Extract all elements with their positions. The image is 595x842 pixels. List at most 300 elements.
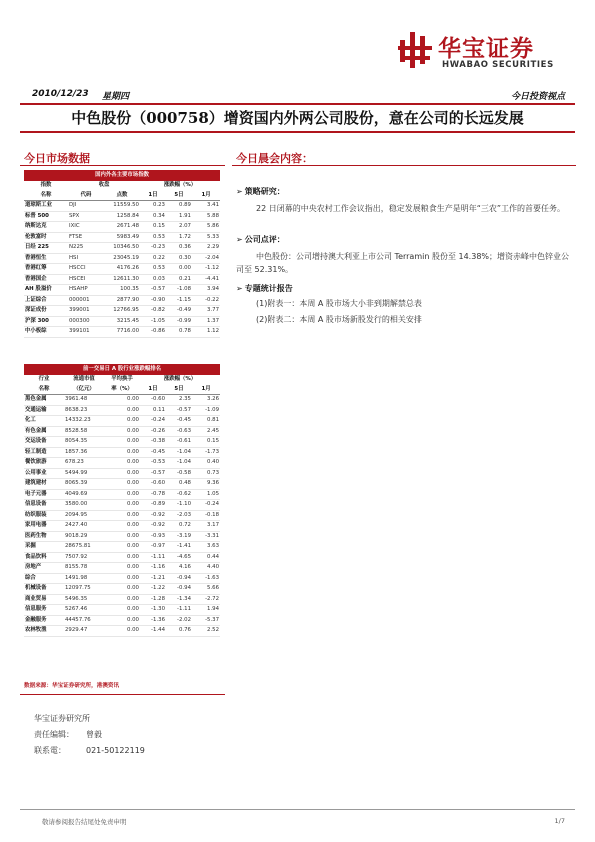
row-change-1d-cell: -0.92	[140, 510, 166, 521]
row-change-1d-cell: 0.03	[140, 274, 166, 285]
row-change-1d-cell: -0.82	[140, 306, 166, 317]
row-name-cell: 香港国企	[24, 274, 68, 285]
column-header: 1日	[140, 191, 166, 201]
row-change-1m-cell: -1.12	[192, 264, 220, 275]
row-value-cell: 0.00	[104, 542, 140, 553]
table-header-row	[24, 181, 220, 191]
row-value-cell: 3215.45	[104, 316, 140, 327]
column-header: 1日	[140, 385, 166, 395]
row-change-1m-cell: 3.26	[192, 395, 220, 406]
row-change-5d-cell: 0.48	[166, 479, 192, 490]
row-value-cell: 0.00	[104, 531, 140, 542]
strategy-heading-text: 策略研究：	[244, 187, 285, 196]
row-change-1d-cell: -1.21	[140, 573, 166, 584]
industry-row	[24, 437, 220, 448]
row-code-cell: 5267.46	[64, 605, 104, 616]
row-name-cell: 采掘	[24, 542, 64, 553]
row-change-5d-cell: -2.03	[166, 510, 192, 521]
row-code-cell: 28675.81	[64, 542, 104, 553]
morning-section-rule	[232, 165, 576, 166]
industry-row	[24, 594, 220, 605]
row-change-1m-cell: -0.18	[192, 510, 220, 521]
row-name-cell: 信息服务	[24, 605, 64, 616]
row-change-1m-cell: 3.94	[192, 285, 220, 296]
row-code-cell: 12097.75	[64, 584, 104, 595]
row-code-cell: 399101	[68, 327, 104, 338]
row-change-5d-cell: -1.11	[166, 605, 192, 616]
row-change-5d-cell: 1.91	[166, 211, 192, 222]
row-change-1d-cell: -0.53	[140, 458, 166, 469]
row-code-cell: 1491.98	[64, 573, 104, 584]
row-name-cell: 香港恒生	[24, 253, 68, 264]
row-change-1m-cell: 5.86	[192, 222, 220, 233]
index-row	[24, 295, 220, 306]
row-value-cell: 7716.00	[104, 327, 140, 338]
special-report-heading-text: 专题统计报告	[244, 284, 293, 293]
row-change-1d-cell: -0.97	[140, 542, 166, 553]
column-header: 收盘	[98, 182, 110, 188]
row-change-1m-cell: 1.12	[192, 327, 220, 338]
row-change-5d-cell: -0.63	[166, 426, 192, 437]
row-change-1d-cell: 0.15	[140, 222, 166, 233]
index-row	[24, 243, 220, 254]
row-name-cell: 道琼斯工业	[24, 201, 68, 212]
special-report-item: (1)附表一：本周 A 股市场大小非到期解禁总表	[256, 299, 422, 308]
bullet-arrow-icon: ➢	[236, 284, 243, 293]
row-value-cell: 11559.50	[104, 201, 140, 212]
row-change-1d-cell: -0.78	[140, 489, 166, 500]
row-name-cell: 有色金属	[24, 426, 64, 437]
row-code-cell: 678.23	[64, 458, 104, 469]
row-value-cell: 12766.95	[104, 306, 140, 317]
row-change-1m-cell: 3.17	[192, 521, 220, 532]
row-change-1m-cell: -1.09	[192, 405, 220, 416]
row-change-1m-cell: 2.29	[192, 243, 220, 254]
row-code-cell: 3961.48	[64, 395, 104, 406]
row-change-5d-cell: -0.94	[166, 584, 192, 595]
row-change-1d-cell: -0.45	[140, 447, 166, 458]
row-change-5d-cell: -0.61	[166, 437, 192, 448]
row-name-cell: 中小板综	[24, 327, 68, 338]
industry-row	[24, 395, 220, 406]
row-name-cell: 黑色金属	[24, 395, 64, 406]
row-code-cell: DJI	[68, 201, 104, 212]
row-value-cell: 0.00	[104, 594, 140, 605]
row-change-5d-cell: -0.45	[166, 416, 192, 427]
industry-row	[24, 458, 220, 469]
row-change-5d-cell: -4.65	[166, 552, 192, 563]
row-change-1m-cell: 3.41	[192, 201, 220, 212]
company-heading	[236, 234, 285, 245]
column-header: 流通市值	[73, 376, 95, 382]
row-change-5d-cell: -0.49	[166, 306, 192, 317]
column-header: 5日	[166, 385, 192, 395]
column-header: 点数	[104, 191, 140, 201]
row-value-cell: 10346.50	[104, 243, 140, 254]
row-change-1m-cell: 0.73	[192, 468, 220, 479]
row-change-5d-cell: 0.78	[166, 327, 192, 338]
footer-divider	[20, 809, 575, 810]
row-value-cell: 4176.26	[104, 264, 140, 275]
row-name-cell: 交运设备	[24, 437, 64, 448]
column-header: 1月	[192, 191, 220, 201]
row-value-cell: 0.00	[104, 479, 140, 490]
editor-name: 曾毅	[86, 730, 102, 739]
row-change-1m-cell: -0.24	[192, 500, 220, 511]
row-name-cell: 标普 500	[24, 211, 68, 222]
index-row	[24, 222, 220, 233]
row-change-1d-cell: -1.11	[140, 552, 166, 563]
row-name-cell: 商业贸易	[24, 594, 64, 605]
row-value-cell: 0.00	[104, 437, 140, 448]
table-band	[24, 364, 220, 375]
column-header: 名称	[24, 385, 64, 395]
row-name-cell: 交通运输	[24, 405, 64, 416]
industry-row	[24, 447, 220, 458]
row-code-cell: 7507.92	[64, 552, 104, 563]
row-change-5d-cell: 2.35	[166, 395, 192, 406]
row-code-cell: 8528.58	[64, 426, 104, 437]
row-change-1d-cell: -0.24	[140, 416, 166, 427]
row-name-cell: 电子元器	[24, 489, 64, 500]
index-row	[24, 285, 220, 296]
row-code-cell: 000001	[68, 295, 104, 306]
header-divider	[20, 103, 575, 105]
row-value-cell: 0.00	[104, 521, 140, 532]
row-value-cell: 0.00	[104, 447, 140, 458]
industry-row	[24, 552, 220, 563]
row-change-5d-cell: -1.04	[166, 458, 192, 469]
row-change-1d-cell: -1.28	[140, 594, 166, 605]
row-value-cell: 0.00	[104, 563, 140, 574]
index-row	[24, 306, 220, 317]
row-change-5d-cell: -1.04	[166, 447, 192, 458]
row-change-1m-cell: -5.37	[192, 615, 220, 626]
row-code-cell: 9018.29	[64, 531, 104, 542]
row-value-cell: 0.00	[104, 405, 140, 416]
row-name-cell: 日经 225	[24, 243, 68, 254]
row-code-cell: 14332.23	[64, 416, 104, 427]
row-change-1m-cell: -1.63	[192, 573, 220, 584]
industry-row	[24, 573, 220, 584]
index-row	[24, 232, 220, 243]
row-name-cell: 机械设备	[24, 584, 64, 595]
row-name-cell: 建筑建材	[24, 479, 64, 490]
row-change-5d-cell: 0.21	[166, 274, 192, 285]
phone-label: 联系電：	[34, 746, 66, 755]
row-value-cell: 0.00	[104, 416, 140, 427]
row-change-1d-cell: -0.93	[140, 531, 166, 542]
row-change-1d-cell: -1.05	[140, 316, 166, 327]
row-name-cell: 伦敦富时	[24, 232, 68, 243]
report-date: 2010/12/23	[32, 89, 89, 99]
column-header: 1月	[192, 385, 220, 395]
row-value-cell: 1258.84	[104, 211, 140, 222]
industry-row	[24, 521, 220, 532]
row-name-cell: 上证综合	[24, 295, 68, 306]
row-change-1m-cell: 2.45	[192, 426, 220, 437]
row-change-5d-cell: -0.58	[166, 468, 192, 479]
column-name: 今日投资视点	[510, 92, 565, 102]
row-change-1m-cell: -3.31	[192, 531, 220, 542]
row-change-1m-cell: 5.33	[192, 232, 220, 243]
row-change-1m-cell: 2.52	[192, 626, 220, 637]
row-value-cell: 2877.90	[104, 295, 140, 306]
row-name-cell: 金融服务	[24, 615, 64, 626]
row-code-cell: 000300	[68, 316, 104, 327]
data-source-note: 数据来源：华宝证券研究所，港澳资讯	[24, 683, 120, 689]
index-row	[24, 274, 220, 285]
row-value-cell: 0.00	[104, 573, 140, 584]
row-change-1d-cell: 0.53	[140, 264, 166, 275]
row-change-1d-cell: -1.36	[140, 615, 166, 626]
industry-row	[24, 605, 220, 616]
row-value-cell: 100.35	[104, 285, 140, 296]
row-change-1d-cell: 0.22	[140, 253, 166, 264]
industry-row	[24, 626, 220, 637]
logo-name-cn: 华宝证券	[438, 36, 534, 62]
phone-line	[34, 745, 145, 756]
row-change-1m-cell: -4.41	[192, 274, 220, 285]
row-name-cell: 沪深 300	[24, 316, 68, 327]
industry-ranking-table	[24, 364, 220, 637]
row-code-cell: HSCEI	[68, 274, 104, 285]
bullet-arrow-icon: ➢	[236, 235, 243, 244]
industry-row	[24, 584, 220, 595]
row-code-cell: FTSE	[68, 232, 104, 243]
industry-row	[24, 531, 220, 542]
row-name-cell: 房地产	[24, 563, 64, 574]
row-change-1d-cell: 0.53	[140, 232, 166, 243]
industry-row	[24, 510, 220, 521]
row-value-cell: 0.00	[104, 395, 140, 406]
row-change-1d-cell: -1.22	[140, 584, 166, 595]
row-change-5d-cell: -1.15	[166, 295, 192, 306]
industry-table-band: 前一交易日 A 股行业涨跌幅排名	[24, 364, 220, 375]
row-value-cell: 0.00	[104, 468, 140, 479]
row-code-cell: 2094.95	[64, 510, 104, 521]
special-report-item: (2)附表二：本周 A 股市场新股发行的相关安排	[256, 315, 422, 324]
row-value-cell: 0.00	[104, 510, 140, 521]
row-change-1m-cell: 0.44	[192, 552, 220, 563]
row-value-cell: 0.00	[104, 605, 140, 616]
row-code-cell: 2427.40	[64, 521, 104, 532]
row-change-1m-cell: 0.40	[192, 458, 220, 469]
report-headline: 中色股份（000758）增资国内外两公司股份，意在公司的长远发展	[71, 109, 524, 127]
column-header: 率（%）	[104, 385, 140, 395]
report-weekday: 星期四	[102, 92, 130, 102]
row-change-1d-cell: -0.90	[140, 295, 166, 306]
row-value-cell: 2671.48	[104, 222, 140, 233]
row-change-1d-cell: -1.44	[140, 626, 166, 637]
row-value-cell: 0.00	[104, 584, 140, 595]
row-change-1m-cell: 0.81	[192, 416, 220, 427]
column-header: 涨跌幅（%）	[163, 376, 197, 382]
disclaimer-note: 敬请参阅报告结尾处免责申明	[42, 818, 127, 826]
row-name-cell: 餐饮旅游	[24, 458, 64, 469]
row-change-1m-cell: -2.04	[192, 253, 220, 264]
logo-name-en: HWABAO SECURITIES	[442, 60, 554, 70]
row-change-5d-cell: -0.62	[166, 489, 192, 500]
institute-name: 华宝证券研究所	[34, 714, 90, 723]
row-change-1m-cell: 1.05	[192, 489, 220, 500]
column-header: 名称	[24, 191, 68, 201]
global-index-table	[24, 170, 220, 338]
industry-row	[24, 479, 220, 490]
row-change-5d-cell: -0.99	[166, 316, 192, 327]
industry-row	[24, 426, 220, 437]
row-change-5d-cell: -1.08	[166, 285, 192, 296]
row-change-1d-cell: -0.86	[140, 327, 166, 338]
row-name-cell: 农林牧渔	[24, 626, 64, 637]
index-row	[24, 201, 220, 212]
row-name-cell: 纺织服装	[24, 510, 64, 521]
column-header: 指数	[40, 182, 52, 188]
row-change-1m-cell: 0.15	[192, 437, 220, 448]
row-change-1m-cell: 1.37	[192, 316, 220, 327]
index-row	[24, 211, 220, 222]
date-bar	[20, 89, 575, 102]
row-change-1d-cell: 0.11	[140, 405, 166, 416]
column-header: 5日	[166, 191, 192, 201]
row-change-5d-cell: 0.72	[166, 521, 192, 532]
row-change-5d-cell: -1.34	[166, 594, 192, 605]
table-subheader-row	[24, 191, 220, 201]
row-change-1d-cell: -0.60	[140, 395, 166, 406]
row-change-1d-cell: -0.38	[140, 437, 166, 448]
row-name-cell: 香港红筹	[24, 264, 68, 275]
table-subheader-row	[24, 385, 220, 395]
row-change-1m-cell: 5.88	[192, 211, 220, 222]
row-change-5d-cell: 0.89	[166, 201, 192, 212]
row-code-cell: HSI	[68, 253, 104, 264]
logo-mark-icon	[398, 30, 432, 70]
bullet-arrow-icon: ➢	[236, 187, 243, 196]
row-change-5d-cell: 0.76	[166, 626, 192, 637]
industry-row	[24, 468, 220, 479]
editor-line	[34, 729, 102, 740]
column-header: 平均换手	[111, 376, 133, 382]
row-code-cell: N225	[68, 243, 104, 254]
editor-label: 责任编辑：	[34, 730, 74, 739]
row-code-cell: 8638.23	[64, 405, 104, 416]
index-row	[24, 264, 220, 275]
industry-row	[24, 542, 220, 553]
row-name-cell: 化工	[24, 416, 64, 427]
special-report-heading	[236, 283, 293, 294]
page-number: 1/7	[554, 817, 565, 825]
table-band	[24, 170, 220, 181]
row-change-1m-cell: 4.40	[192, 563, 220, 574]
row-change-5d-cell: 4.16	[166, 563, 192, 574]
row-code-cell: 5496.35	[64, 594, 104, 605]
row-change-1m-cell: -1.73	[192, 447, 220, 458]
row-value-cell: 0.00	[104, 426, 140, 437]
row-code-cell: HSCCI	[68, 264, 104, 275]
industry-row	[24, 500, 220, 511]
row-change-1d-cell: -0.89	[140, 500, 166, 511]
row-change-1d-cell: -0.92	[140, 521, 166, 532]
row-code-cell: 8054.35	[64, 437, 104, 448]
row-name-cell: 公用事业	[24, 468, 64, 479]
row-code-cell: 44457.76	[64, 615, 104, 626]
row-change-1d-cell: -0.26	[140, 426, 166, 437]
row-value-cell: 0.00	[104, 552, 140, 563]
row-name-cell: 综合	[24, 573, 64, 584]
index-row	[24, 253, 220, 264]
table-header-row	[24, 375, 220, 385]
global-table-band: 国内外各主要市场指数	[24, 170, 220, 181]
row-code-cell: SPX	[68, 211, 104, 222]
column-header: 代码	[68, 191, 104, 201]
row-value-cell: 0.00	[104, 489, 140, 500]
company-paragraph: 中色股份：公司增持澳大利亚上市公司 Terramin 股份至 14.38%；增资赤峰中色锌业公司至 52.31%。	[236, 252, 570, 274]
row-code-cell: 8155.78	[64, 563, 104, 574]
company-logo	[398, 26, 568, 76]
phone-number: 021-50122119	[86, 746, 145, 755]
industry-row	[24, 416, 220, 427]
row-change-1m-cell: 3.63	[192, 542, 220, 553]
row-code-cell: 2929.47	[64, 626, 104, 637]
industry-row	[24, 489, 220, 500]
row-value-cell: 12611.30	[104, 274, 140, 285]
strategy-paragraph: 22 日闭幕的中央农村工作会议指出，稳定发展粮食生产是明年“三农”工作的首要任务。	[256, 204, 566, 213]
row-change-1d-cell: 0.23	[140, 201, 166, 212]
company-heading-text: 公司点评：	[244, 235, 285, 244]
row-name-cell: 食品饮料	[24, 552, 64, 563]
market-section-rule	[20, 165, 225, 166]
headline-divider	[20, 131, 575, 133]
row-change-1d-cell: 0.34	[140, 211, 166, 222]
row-change-1m-cell: 5.66	[192, 584, 220, 595]
row-value-cell: 0.00	[104, 615, 140, 626]
industry-row	[24, 615, 220, 626]
row-change-5d-cell: -1.41	[166, 542, 192, 553]
row-change-5d-cell: 0.30	[166, 253, 192, 264]
row-change-5d-cell: -2.02	[166, 615, 192, 626]
row-change-5d-cell: -3.19	[166, 531, 192, 542]
left-column-rule	[20, 694, 225, 695]
row-name-cell: 信息设备	[24, 500, 64, 511]
column-header: 涨跌幅（%）	[163, 182, 197, 188]
row-code-cell: 1857.36	[64, 447, 104, 458]
row-value-cell: 0.00	[104, 626, 140, 637]
market-section-title: 今日市场数据	[24, 152, 90, 165]
row-value-cell: 0.00	[104, 500, 140, 511]
row-change-1d-cell: -0.23	[140, 243, 166, 254]
row-value-cell: 23045.19	[104, 253, 140, 264]
row-change-1m-cell: 1.94	[192, 605, 220, 616]
row-change-5d-cell: 2.07	[166, 222, 192, 233]
row-value-cell: 0.00	[104, 458, 140, 469]
industry-row	[24, 405, 220, 416]
row-change-1m-cell: 3.77	[192, 306, 220, 317]
row-code-cell: 3580.00	[64, 500, 104, 511]
morning-section-title: 今日晨会内容：	[236, 152, 313, 165]
row-change-1m-cell: 9.36	[192, 479, 220, 490]
row-code-cell: IXIC	[68, 222, 104, 233]
industry-row	[24, 563, 220, 574]
row-change-1d-cell: -0.57	[140, 468, 166, 479]
row-code-cell: 5494.99	[64, 468, 104, 479]
row-code-cell: 399001	[68, 306, 104, 317]
row-change-5d-cell: -0.57	[166, 405, 192, 416]
row-name-cell: 轻工制造	[24, 447, 64, 458]
row-change-1d-cell: -1.16	[140, 563, 166, 574]
row-change-1m-cell: -2.72	[192, 594, 220, 605]
row-name-cell: 家用电器	[24, 521, 64, 532]
row-code-cell: 4049.69	[64, 489, 104, 500]
